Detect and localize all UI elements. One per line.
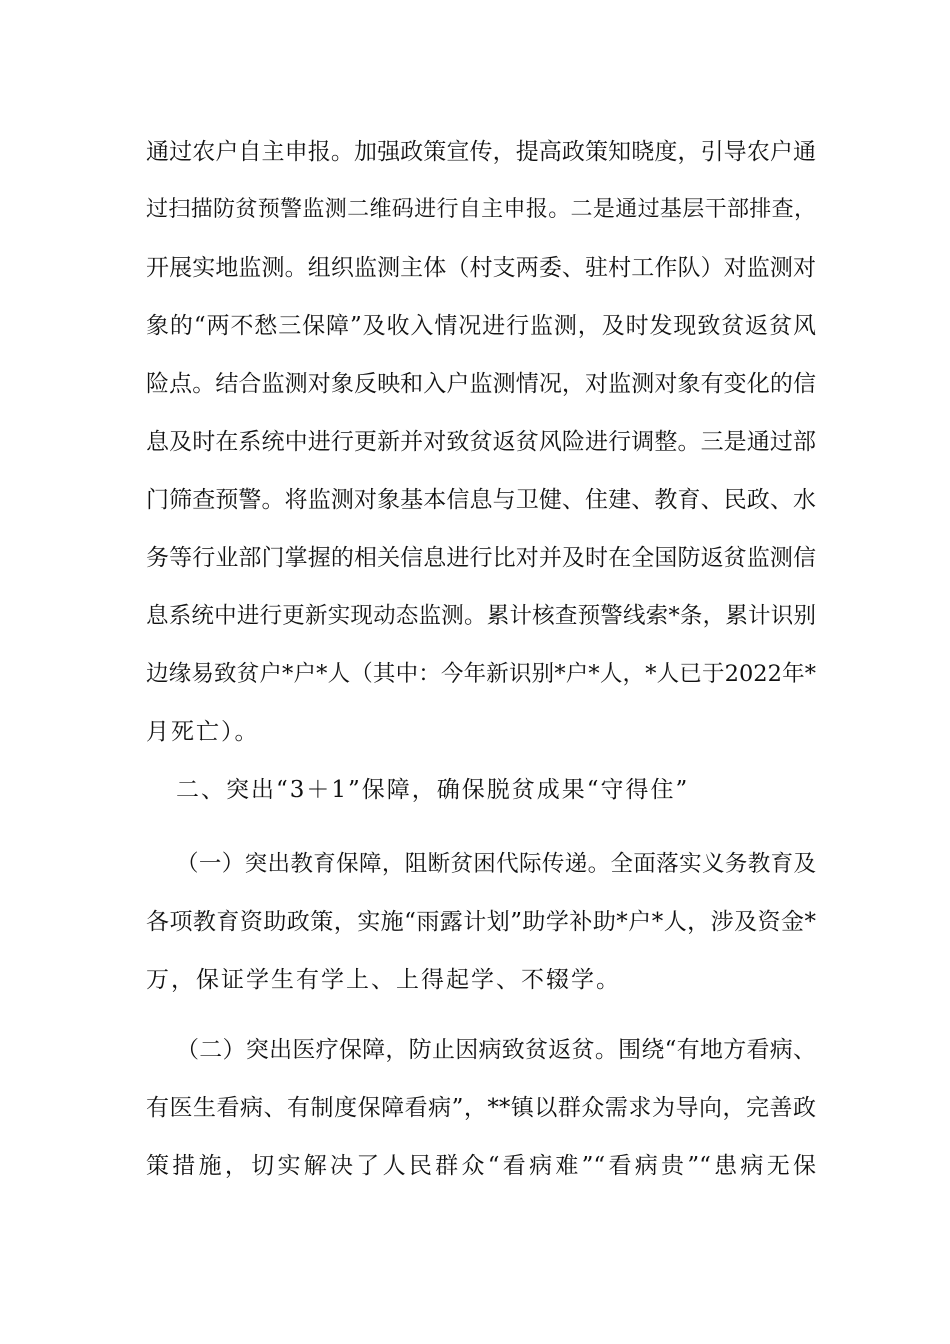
text-line: 边缘易致贫户*户*人（其中：今年新识别*户*人，*人已于2022年* (146, 661, 816, 687)
text-line: 务等行业部门掌握的相关信息进行比对并及时在全国防返贫监测信 (146, 545, 816, 571)
text-line: 策措施，切实解决了人民群众“看病难”“看病贵”“患病无保 (146, 1153, 816, 1179)
text-line: 过扫描防贫预警监测二维码进行自主申报。二是通过基层干部排查， (146, 197, 816, 222)
text-line: 象的“两不愁三保障”及收入情况进行监测，及时发现致贫返贫风 (146, 313, 816, 339)
paragraph-first-line: （一）突出教育保障，阻断贫困代际传递。全面落实义务教育及 (176, 851, 816, 877)
text-line: 门筛查预警。将监测对象基本信息与卫健、住建、教育、民政、水 (146, 487, 816, 513)
text-line: 有医生看病、有制度保障看病”，**镇以群众需求为导向，完善政 (146, 1095, 816, 1121)
text-line: 开展实地监测。组织监测主体（村支两委、驻村工作队）对监测对 (146, 255, 816, 281)
text-line: 各项教育资助政策，实施“雨露计划”助学补助*户*人，涉及资金* (146, 909, 816, 935)
text-line: 息系统中进行更新实现动态监测。累计核查预警线索*条，累计识别 (146, 603, 816, 629)
section-heading: 二、突出“3＋1”保障，确保脱贫成果“守得住” (176, 777, 690, 803)
text-line: 万，保证学生有学上、上得起学、不辍学。 (146, 967, 621, 993)
text-line: 通过农户自主申报。加强政策宣传，提高政策知晓度，引导农户通 (146, 139, 816, 165)
text-line: 月死亡）。 (146, 719, 260, 745)
paragraph-first-line: （二）突出医疗保障，防止因病致贫返贫。围绕“有地方看病、 (176, 1037, 816, 1063)
text-line: 息及时在系统中进行更新并对致贫返贫风险进行调整。三是通过部 (146, 429, 816, 455)
text-line: 险点。结合监测对象反映和入户监测情况，对监测对象有变化的信 (146, 371, 816, 397)
